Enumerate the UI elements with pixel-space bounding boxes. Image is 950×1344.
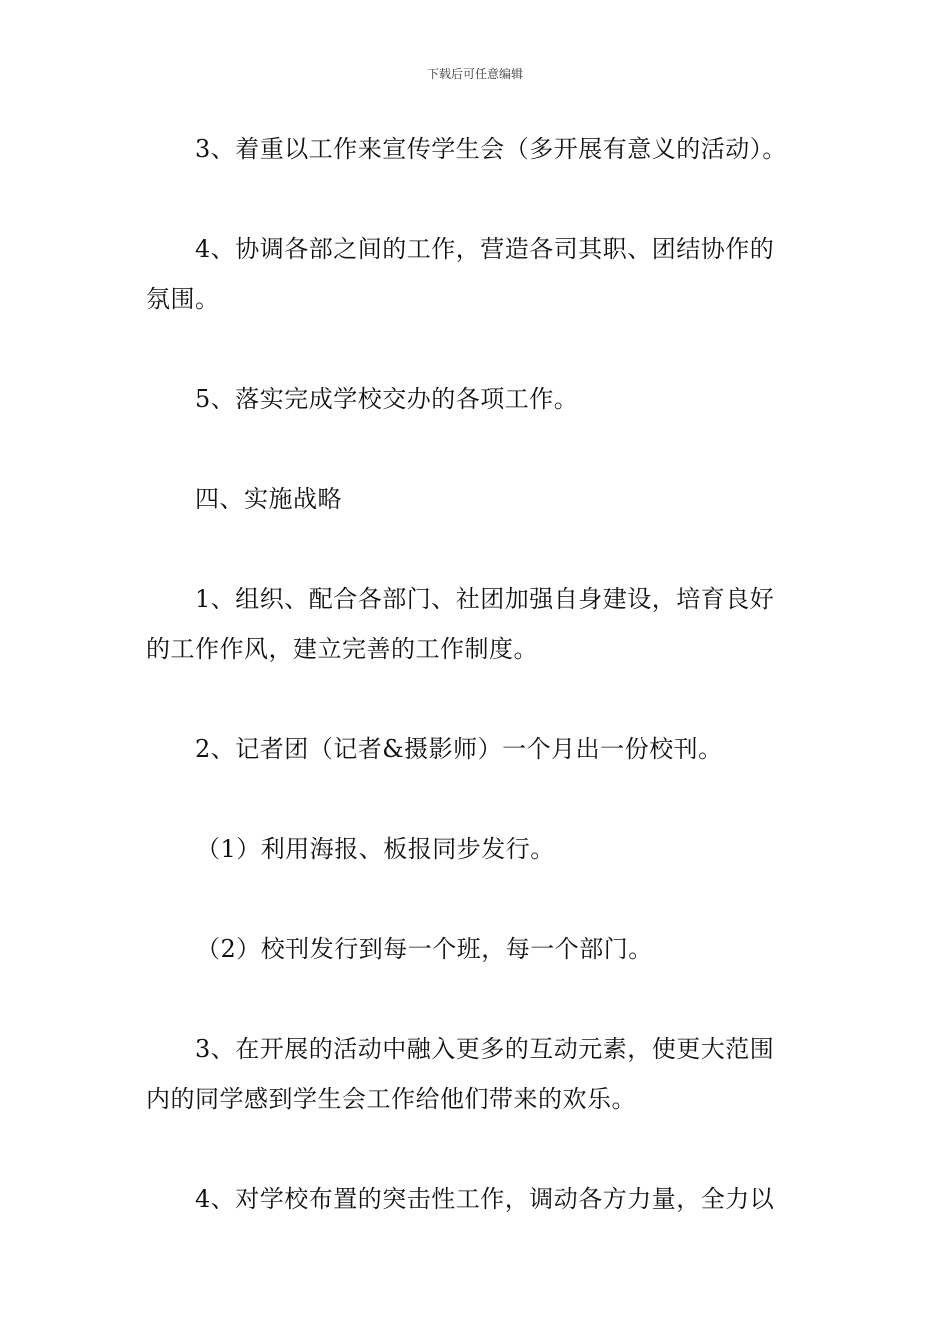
strategy-item-1-line-1: 1、组织、配合各部门、社团加强自身建设，培育良好 xyxy=(195,585,775,613)
strategy-item-4-line-1: 4、对学校布置的突击性工作，调动各方力量，全力以 xyxy=(195,1185,775,1213)
strategy-item-2-sub-1: （1）利用海报、板报同步发行。 xyxy=(196,835,555,863)
strategy-item-2: 2、记者团（记者&摄影师）一个月出一份校刊。 xyxy=(195,735,723,763)
paragraph-item-5: 5、落实完成学校交办的各项工作。 xyxy=(195,385,579,413)
section-heading: 四、实施战略 xyxy=(195,485,342,513)
paragraph-item-4-line-2: 氛围。 xyxy=(146,285,220,313)
paragraph-item-3: 3、着重以工作来宣传学生会（多开展有意义的活动）。 xyxy=(195,135,787,163)
strategy-item-2-sub-2: （2）校刊发行到每一个班，每一个部门。 xyxy=(196,935,653,963)
header-note: 下载后可任意编辑 xyxy=(426,67,523,81)
strategy-item-1-line-2: 的工作作风，建立完善的工作制度。 xyxy=(146,635,538,663)
strategy-item-3-line-1: 3、在开展的活动中融入更多的互动元素，使更大范围 xyxy=(195,1035,775,1063)
strategy-item-3-line-2: 内的同学感到学生会工作给他们带来的欢乐。 xyxy=(146,1085,636,1113)
paragraph-item-4-line-1: 4、协调各部之间的工作，营造各司其职、团结协作的 xyxy=(195,235,775,263)
